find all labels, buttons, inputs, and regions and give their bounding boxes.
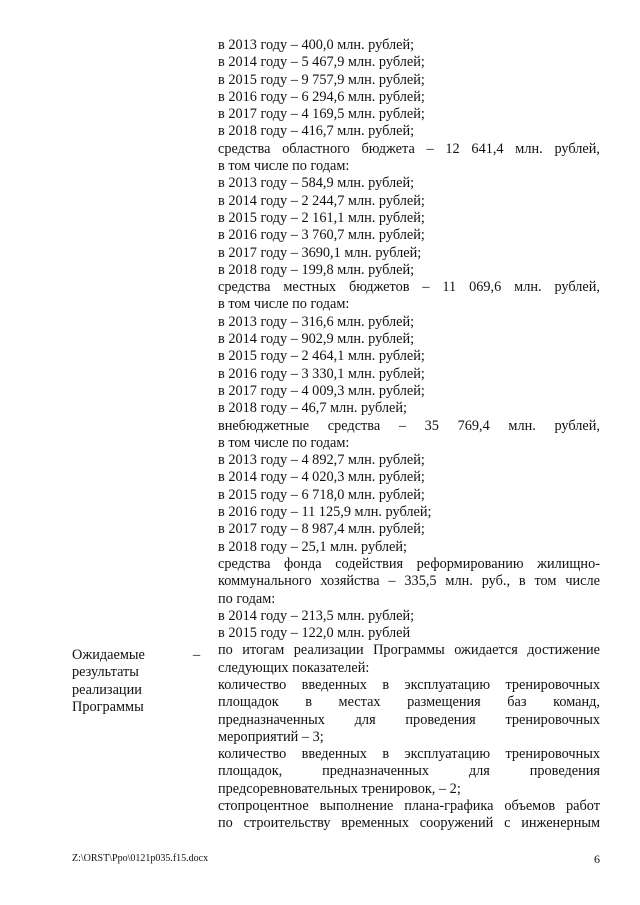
page-number: 6	[594, 852, 600, 866]
section-label-expected-results	[72, 647, 182, 716]
text-line: средства фонда содействия реформированию жилищно-	[218, 555, 600, 572]
text-line: в том числе по годам:	[218, 434, 350, 451]
text-line: в 2015 году – 2 464,1 млн. рублей;	[218, 348, 425, 365]
text-line: в 2014 году – 902,9 млн. рублей;	[218, 331, 415, 348]
text-line: количество введенных в эксплуатацию тренировочных	[218, 746, 600, 763]
text-line: в 2018 году – 416,7 млн. рублей;	[218, 123, 415, 140]
text-line: в 2016 году – 11 125,9 млн. рублей;	[218, 504, 432, 521]
text-line: следующих показателей:	[218, 659, 370, 676]
text-line: по итогам реализации Программы ожидается достижение	[218, 642, 600, 659]
text-line: в 2013 году – 4 892,7 млн. рублей;	[218, 452, 425, 469]
label-line: результаты	[72, 664, 139, 681]
text-line: в 2017 году – 4 169,5 млн. рублей;	[218, 106, 425, 123]
text-line: в 2015 году – 9 757,9 млн. рублей;	[218, 71, 425, 88]
funding-text-column	[218, 37, 600, 833]
footer-file-path: Z:\ORST\Ppo\0121p035.f15.docx	[72, 853, 209, 864]
text-line: внебюджетные средства – 35 769,4 млн. рублей,	[218, 417, 600, 434]
text-line: в том числе по годам:	[218, 158, 350, 175]
text-line: по строительству временных сооружений с инженерным	[218, 815, 600, 832]
text-line: в 2016 году – 3 760,7 млн. рублей;	[218, 227, 425, 244]
text-line: стопроцентное выполнение плана-графика объемов работ	[218, 798, 600, 815]
text-line: предназначенных для проведения тренировочных	[218, 711, 600, 728]
text-line: в 2018 году – 199,8 млн. рублей;	[218, 261, 415, 278]
text-line: средства местных бюджетов – 11 069,6 млн. рублей,	[218, 279, 600, 296]
text-line: в 2014 году – 213,5 млн. рублей;	[218, 607, 415, 624]
text-line: в 2017 году – 8 987,4 млн. рублей;	[218, 521, 425, 538]
text-line: в 2018 году – 25,1 млн. рублей;	[218, 538, 407, 555]
text-line: количество введенных в эксплуатацию тренировочных	[218, 676, 600, 693]
text-line: по годам:	[218, 590, 276, 607]
text-line: площадок в местах размещения баз команд,	[218, 694, 600, 711]
text-line: в 2014 году – 5 467,9 млн. рублей;	[218, 54, 425, 71]
label-line: Программы	[72, 698, 144, 715]
label-line: Ожидаемые	[72, 647, 145, 663]
label-line: реализации	[72, 681, 142, 698]
text-line: площадок, предназначенных для проведения	[218, 763, 600, 780]
text-line: в 2017 году – 4 009,3 млн. рублей;	[218, 382, 425, 399]
text-line: в 2014 году – 2 244,7 млн. рублей;	[218, 192, 425, 209]
label-separator-dash: –	[193, 647, 201, 663]
text-line: в 2015 году – 122,0 млн. рублей	[218, 625, 411, 642]
text-line: в 2016 году – 3 330,1 млн. рублей;	[218, 365, 425, 382]
text-line: в 2015 году – 6 718,0 млн. рублей;	[218, 486, 425, 503]
text-line: в 2014 году – 4 020,3 млн. рублей;	[218, 469, 425, 486]
text-line: в 2013 году – 584,9 млн. рублей;	[218, 175, 415, 192]
text-line: мероприятий – 3;	[218, 728, 324, 745]
text-line: в 2017 году – 3690,1 млн. рублей;	[218, 244, 422, 261]
text-line: в 2015 году – 2 161,1 млн. рублей;	[218, 209, 425, 226]
text-line: в 2013 году – 316,6 млн. рублей;	[218, 313, 415, 330]
text-line: в 2016 году – 6 294,6 млн. рублей;	[218, 88, 425, 105]
text-line: в 2018 году – 46,7 млн. рублей;	[218, 400, 407, 417]
text-line: предсоревновательных тренировок, – 2;	[218, 780, 461, 797]
text-line: в том числе по годам:	[218, 296, 350, 313]
text-line: в 2013 году – 400,0 млн. рублей;	[218, 37, 415, 53]
text-line: средства областного бюджета – 12 641,4 млн. рублей,	[218, 140, 600, 157]
text-line: коммунального хозяйства – 335,5 млн. руб., в том числе	[218, 573, 600, 590]
